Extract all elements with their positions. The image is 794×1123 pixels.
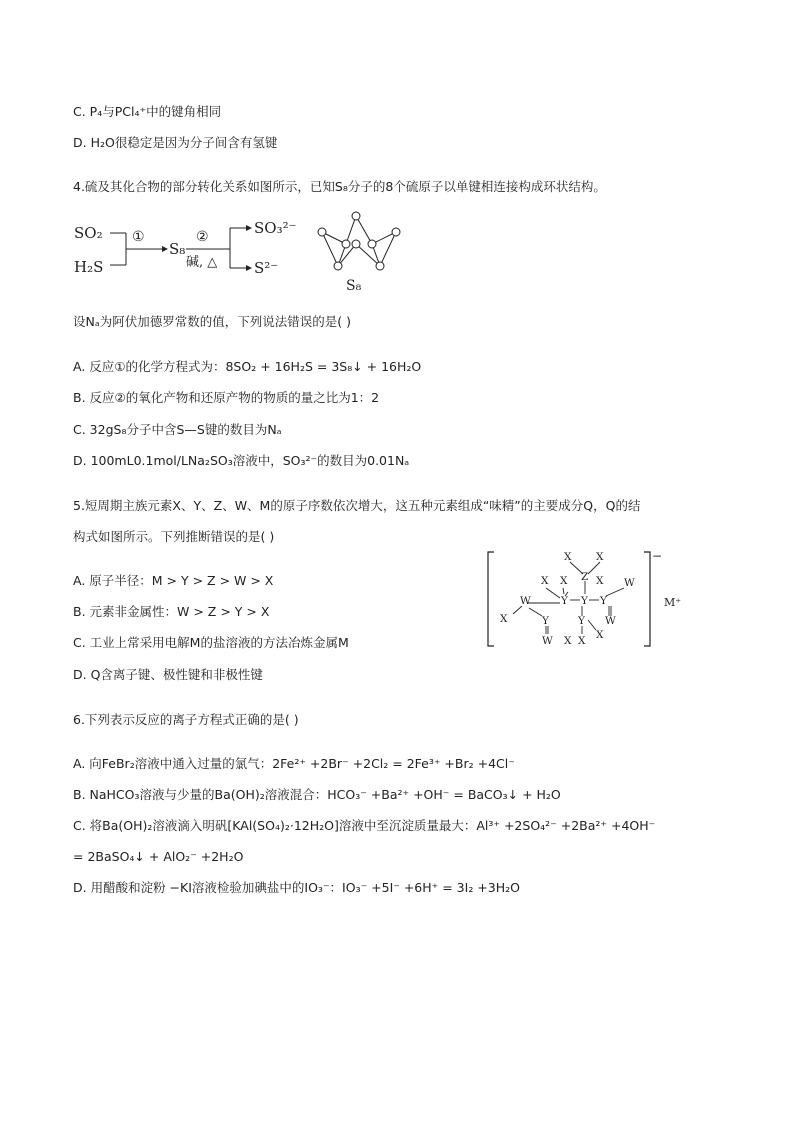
q6-stem: 6.下列表示反应的离子方程式正确的是( ) — [73, 712, 299, 727]
atom-x-9: X — [578, 635, 586, 647]
atom-x-6: X — [500, 613, 508, 625]
product-so3: SO₃²⁻ — [254, 219, 297, 237]
q6-option-b: B. NaHCO₃溶液与少量的Ba(OH)₂溶液混合：HCO₃⁻ +Ba²⁺ +OH⁻ = BaCO₃↓ + H₂O — [73, 787, 561, 802]
atom-y-4: Y — [542, 615, 549, 627]
atom-x-2: X — [596, 551, 604, 563]
structure-atoms — [500, 551, 635, 647]
q5-structure-diagram — [484, 548, 704, 650]
product-s2: S²⁻ — [254, 259, 279, 277]
atom-w-3: W — [542, 635, 553, 647]
q4-reaction-scheme — [70, 208, 410, 300]
atom-x-8: X — [596, 629, 604, 641]
anion-charge: − — [652, 549, 663, 563]
q4-prompt: 设Nₐ为阿伏加德罗常数的值，下列说法错误的是( ) — [73, 314, 351, 329]
q4-option-b: B. 反应②的氧化产物和还原产物的物质的量之比为1：2 — [73, 390, 380, 405]
intermediate-s8: S₈ — [169, 240, 186, 258]
step2-label: ② — [196, 229, 209, 245]
cation-label: M⁺ — [664, 596, 682, 609]
q6-option-a: A. 向FeBr₂溶液中通入过量的氯气：2Fe²⁺ +2Br⁻ +2Cl₂ = 2Fe³⁺ +Br₂ +4Cl⁻ — [73, 756, 515, 771]
q5-stem-line1: 5.短周期主族元素X、Y、Z、W、M的原子序数依次增大，这五种元素组成“味精”的主要成分Q，Q的结 — [73, 498, 641, 513]
atom-x-4: X — [560, 575, 568, 587]
q4-option-d: D. 100mL0.1mol/LNa₂SO₃溶液中，SO₃²⁻的数目为0.01Nₐ — [73, 453, 410, 468]
q4-stem: 4.硫及其化合物的部分转化关系如图所示，已知S₈分子的8个硫原子以单键相连接构成环状结构。 — [73, 179, 606, 194]
atom-x-7: X — [564, 635, 572, 647]
q6-option-c-line1: C. 将Ba(OH)₂溶液滴入明矾[KAl(SO₄)₂·12H₂O]溶液中至沉淀质量最大：Al³⁺ +2SO₄²⁻ +2Ba²⁺ +4OH⁻ — [73, 818, 656, 833]
atom-w-4: W — [605, 615, 616, 627]
atom-y-5: Y — [578, 615, 585, 627]
reactant-so2: SO₂ — [74, 224, 103, 242]
q4-option-c: C. 32gS₈分子中含S—S键的数目为Nₐ — [73, 422, 282, 437]
atom-z: Z — [581, 571, 589, 583]
reactant-h2s: H₂S — [74, 258, 104, 276]
atom-y-1: Y — [561, 595, 568, 607]
q5-option-d: D. Q含离子键、极性键和非极性键 — [73, 667, 263, 682]
q5-stem-line2: 构式如图所示。下列推断错误的是( ) — [73, 529, 275, 544]
atom-y-3: Y — [600, 595, 607, 607]
atom-x-1: X — [564, 551, 572, 563]
q3-option-c: C. P₄与PCl₄⁺中的键角相同 — [73, 104, 222, 119]
q6-option-c-line2: = 2BaSO₄↓ + AlO₂⁻ +2H₂O — [73, 849, 244, 864]
atom-x-3: X — [541, 575, 549, 587]
q5-option-c: C. 工业上常采用电解M的盐溶液的方法冶炼金属M — [73, 635, 349, 650]
atom-w-1: W — [624, 577, 635, 589]
atom-w-2: W — [520, 595, 531, 607]
condition-label: 碱, △ — [186, 255, 218, 270]
q4-option-a: A. 反应①的化学方程式为：8SO₂ + 16H₂S = 3S₈↓ + 16H₂O — [73, 359, 422, 374]
q6-option-d: D. 用醋酸和淀粉 −KI溶液检验加碘盐中的IO₃⁻：IO₃⁻ +5I⁻ +6H⁺ = 3I₂ +3H₂O — [73, 880, 520, 895]
q5-option-a: A. 原子半径：M > Y > Z > W > X — [73, 573, 274, 588]
atom-x-5: X — [596, 575, 604, 587]
step1-label: ① — [132, 229, 145, 245]
q5-option-b: B. 元素非金属性：W > Z > Y > X — [73, 604, 270, 619]
atom-y-2: Y — [581, 595, 588, 607]
q3-option-d: D. H₂O很稳定是因为分子间含有氢键 — [73, 135, 278, 150]
s8-ring-label: S₈ — [346, 278, 362, 294]
